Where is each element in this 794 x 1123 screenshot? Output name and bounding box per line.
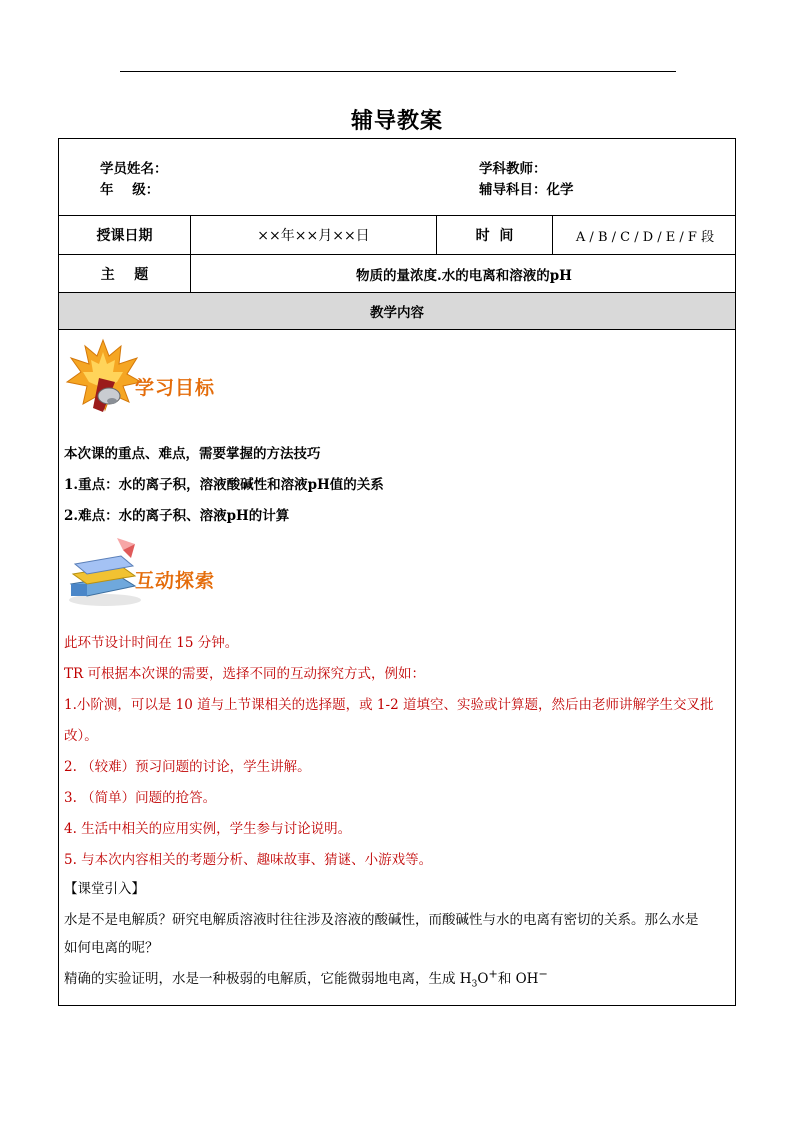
lesson-plan-table [58,138,736,1006]
h3o-subscript: 3 [471,979,478,990]
teaching-content-header [59,293,735,330]
time-slot-value: A / B / C / D / E / F 段 [552,216,737,254]
student-name-label: 学员姓名： [100,161,168,177]
class-intro-para1-cont: 如何电离的呢？ [64,940,159,956]
maple-leaf-bell-icon [63,338,143,418]
explore-time-note: 此环节设计时间在 15 分钟。 [64,635,239,651]
explore-tr-note: TR 可根据本次课的需要，选择不同的互动探究方式，例如： [64,666,425,682]
explore-item-1: 1.小阶测，可以是 10 道与上节课相关的选择题，或 1-2 道填空、实验或计算题，然后由老师讲解学生交叉批 [64,697,714,713]
date-label: 授课日期 [96,228,153,244]
class-intro-heading: 【课堂引入】 [64,881,145,897]
h3o-oxygen: O [477,971,489,987]
subject-label: 辅导科目：化学 [479,182,574,198]
schedule-row [59,216,735,255]
objectives-difficulty: 2.难点：水的离子积、溶液pH的计算 [64,508,290,524]
books-icon [65,536,145,608]
h3o-charge: + [488,967,498,981]
objectives-intro: 本次课的重点、难点，需要掌握的方法技巧 [64,446,321,462]
explore-item-1-cont: 改）。 [64,728,98,744]
teaching-content-title: 教学内容 [370,305,424,321]
objectives-key-point: 1.重点：水的离子积，溶液酸碱性和溶液pH值的关系 [64,477,384,493]
explore-item-3: 3. （简单）问题的抢答。 [64,790,217,806]
class-intro-para2 [64,967,548,990]
topic-value: 物质的量浓度.水的电离和溶液的pH [190,255,737,292]
teacher-label: 学科教师： [479,161,547,177]
header-rule [120,71,676,72]
para2-oh: 和 OH [497,971,539,987]
oh-charge: − [538,967,548,981]
explore-item-2: 2. （较难）预习问题的讨论，学生讲解。 [64,759,311,775]
time-label: 时 间 [436,216,552,254]
explore-item-4: 4. 生活中相关的应用实例，学生参与讨论说明。 [64,821,352,837]
topic-row [59,255,735,293]
learning-objectives-banner: 学习目标 [135,377,216,399]
interactive-explore-banner: 互动探索 [135,570,216,592]
topic-label: 主 题 [100,266,149,283]
document-title: 辅导教案 [350,108,443,134]
class-intro-para1: 水是不是电解质？研究电解质溶液时往往涉及溶液的酸碱性，而酸碱性与水的电离有密切的关系。那么水是 [64,912,699,928]
date-value: ××年××月××日 [190,216,436,254]
grade-label: 年 级： [100,182,160,198]
para2-text: 精确的实验证明，水是一种极弱的电解质，它能微弱地电离，生成 H [64,971,472,987]
info-row [59,139,735,216]
explore-item-5: 5. 与本次内容相关的考题分析、趣味故事、猜谜、小游戏等。 [64,852,433,868]
